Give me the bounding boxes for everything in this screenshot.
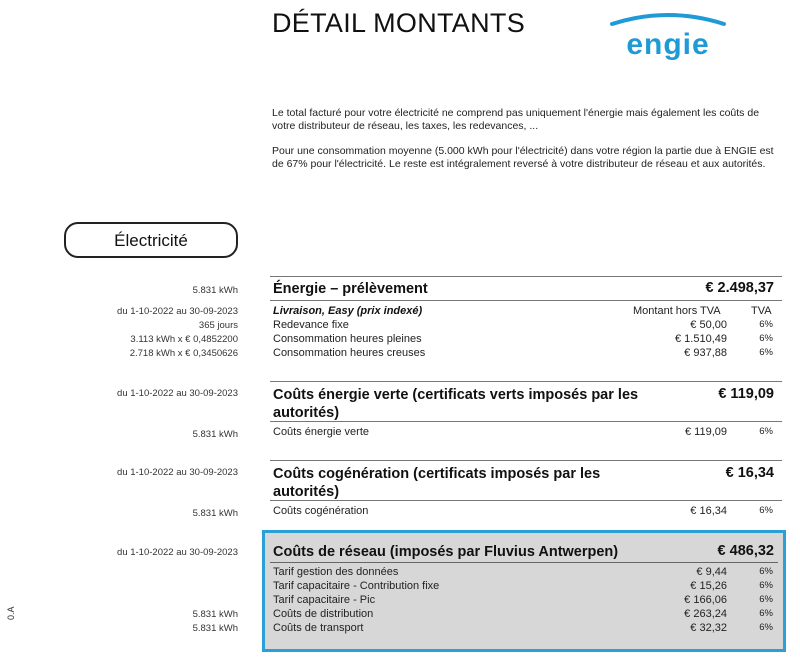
network-row-vat: 6% <box>759 580 773 591</box>
energy-subhead: Livraison, Easy (prix indexé) <box>273 305 423 317</box>
energy-offpeak-calc: 2.718 kWh x € 0,3450626 <box>129 348 238 359</box>
network-row-label: Tarif gestion des données <box>273 566 399 578</box>
energy-row-vat: 6% <box>759 319 773 330</box>
divider <box>270 500 782 501</box>
network-title: Coûts de réseau (imposés par Fluvius Antwerpen) <box>273 544 619 560</box>
energy-row-label: Consommation heures pleines <box>273 333 422 345</box>
side-mark: 0.A <box>6 606 16 620</box>
green-row-amount: € 119,09 <box>684 426 727 438</box>
network-row-amount: € 166,06 <box>684 594 727 606</box>
divider <box>270 562 778 563</box>
energy-row-vat: 6% <box>759 333 773 344</box>
network-row-amount: € 9,44 <box>696 566 727 578</box>
green-row-label: Coûts énergie verte <box>273 426 369 438</box>
page-title: DÉTAIL MONTANTS <box>272 8 526 38</box>
network-row-label: Coûts de transport <box>273 622 364 634</box>
energy-days: 365 jours <box>198 320 238 331</box>
energy-period: du 1-10-2022 au 30-09-2023 <box>117 306 238 317</box>
network-row-vat: 6% <box>759 608 773 619</box>
network-row-vat: 6% <box>759 566 773 577</box>
network-row-amount: € 15,26 <box>690 580 727 592</box>
column-header-vat: TVA <box>751 305 772 317</box>
tab-electricity[interactable]: Électricité <box>64 222 238 258</box>
cogen-row-amount: € 16,34 <box>690 505 727 517</box>
network-period: du 1-10-2022 au 30-09-2023 <box>117 547 238 558</box>
energy-total: € 2.498,37 <box>705 280 774 296</box>
network-row-amount: € 263,24 <box>684 608 727 620</box>
cogen-title: Coûts cogénération (certificats imposés par les autorités) <box>273 466 601 500</box>
intro-paragraph-1: Le total facturé pour votre électricité ne comprend pas uniquement l'énergie mais également les coûts de votre distributeur de réseau, les taxes, les redevances, ... <box>272 107 760 132</box>
divider <box>270 300 782 301</box>
green-period: du 1-10-2022 au 30-09-2023 <box>117 388 238 399</box>
divider <box>270 421 782 422</box>
energy-row-vat: 6% <box>759 347 773 358</box>
network-row-amount: € 32,32 <box>690 622 727 634</box>
energy-row-label: Consommation heures creuses <box>273 347 426 359</box>
divider <box>270 460 782 461</box>
energy-row-amount: € 50,00 <box>690 319 727 331</box>
engie-logo <box>598 10 738 60</box>
green-title: Coûts énergie verte (certificats verts imposés par les autorités) <box>273 387 639 421</box>
cogen-row-vat: 6% <box>759 505 773 516</box>
network-kwh: 5.831 kWh <box>192 623 238 634</box>
energy-kwh: 5.831 kWh <box>192 285 238 296</box>
network-row-vat: 6% <box>759 594 773 605</box>
network-row-label: Coûts de distribution <box>273 608 374 620</box>
intro-text <box>272 107 782 183</box>
cogen-kwh: 5.831 kWh <box>192 508 238 519</box>
network-row-label: Tarif capacitaire - Pic <box>273 594 376 606</box>
network-kwh: 5.831 kWh <box>192 609 238 620</box>
network-total: € 486,32 <box>717 543 774 559</box>
energy-row-amount: € 937,88 <box>684 347 727 359</box>
svg-text:engie: engie <box>626 28 710 60</box>
cogen-row-label: Coûts cogénération <box>273 505 369 517</box>
green-total: € 119,09 <box>718 386 774 402</box>
divider <box>270 381 782 382</box>
column-header-amount: Montant hors TVA <box>633 305 721 317</box>
divider <box>270 276 782 277</box>
energy-row-label: Redevance fixe <box>273 319 349 331</box>
green-row-vat: 6% <box>759 426 773 437</box>
engie-logo-graphic <box>598 10 738 60</box>
network-row-vat: 6% <box>759 622 773 633</box>
energy-peak-calc: 3.113 kWh x € 0,4852200 <box>130 334 238 345</box>
network-row-label: Tarif capacitaire - Contribution fixe <box>273 580 440 592</box>
intro-paragraph-2: Pour une consommation moyenne (5.000 kWh pour l'électricité) dans votre région la partie due à ENGIE est de 67% pour l'électricité. Le reste est intégralement reversé à votre distributeur de réseau et aux autorités. <box>272 145 774 170</box>
energy-row-amount: € 1.510,49 <box>675 333 727 345</box>
cogen-period: du 1-10-2022 au 30-09-2023 <box>117 467 238 478</box>
cogen-total: € 16,34 <box>725 465 774 481</box>
green-kwh: 5.831 kWh <box>192 429 238 440</box>
energy-title: Énergie – prélèvement <box>273 281 428 297</box>
